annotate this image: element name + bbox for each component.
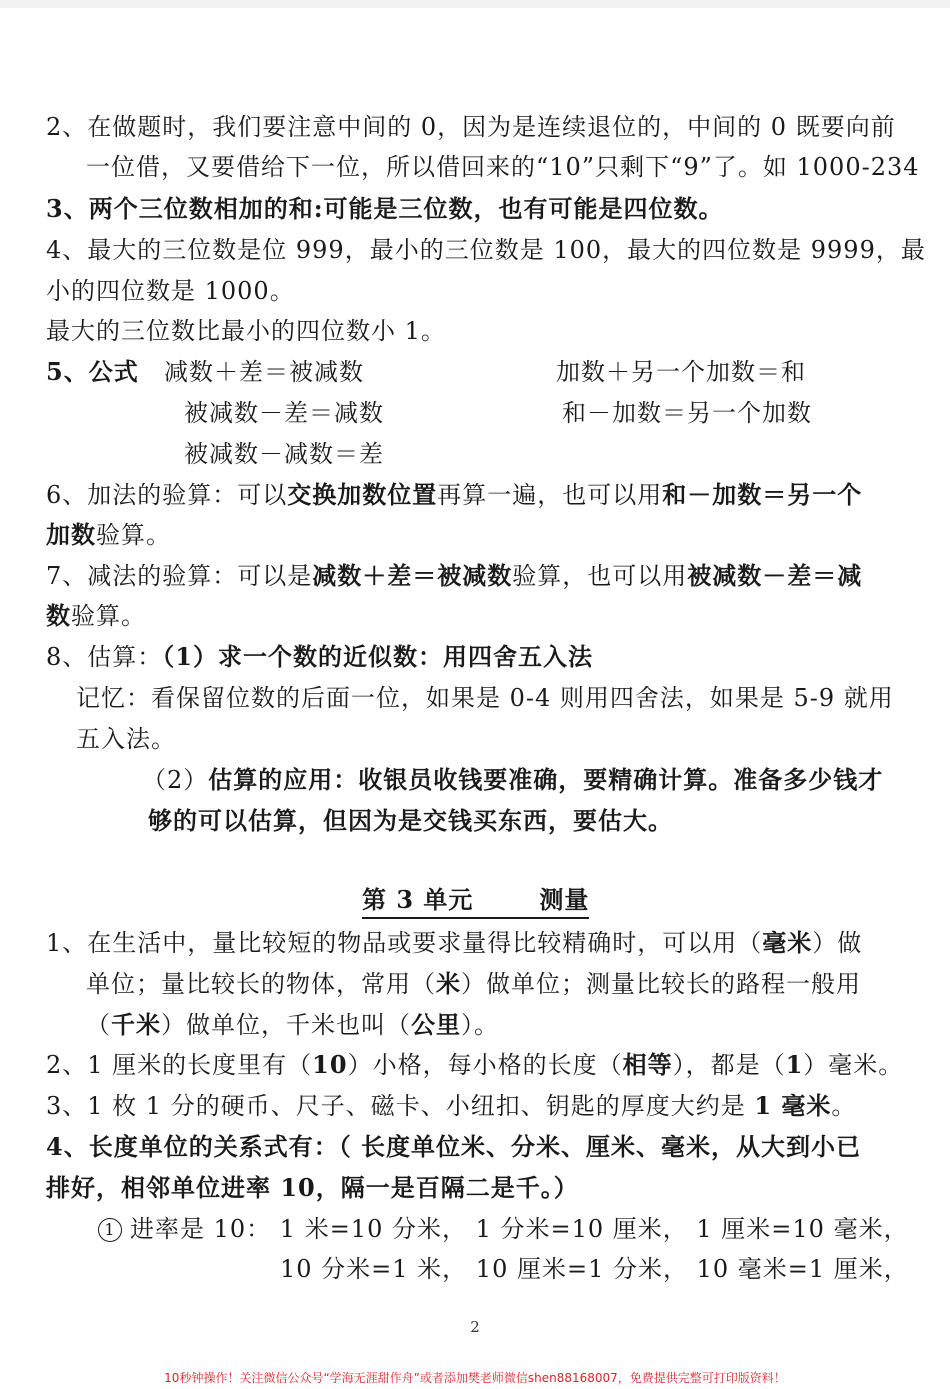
text: ）做	[812, 929, 863, 957]
measure-4-line-1: 4、长度单位的关系式有：（ 长度单位米、分米、厘米、毫米，从大到小已	[46, 1132, 862, 1161]
item-4-line-3: 最大的三位数比最小的四位数小 1。	[46, 317, 446, 345]
text-bold: 公里	[411, 1010, 461, 1039]
text: 3、1 枚 1 分的硬币、尺子、磁卡、小纽扣、钥匙的厚度大约是	[46, 1092, 755, 1120]
circled-number: 1	[98, 1218, 122, 1242]
text-bold: 1 毫米	[754, 1091, 832, 1120]
text: ）做单位，千米也叫（	[161, 1011, 411, 1039]
text: ）。	[461, 1011, 499, 1039]
text-bold: 和－加数＝另一个	[662, 480, 863, 509]
text: 6、加法的验算：可以	[46, 481, 288, 509]
formula-1: 减数＋差＝被减数	[164, 358, 364, 386]
text: 进率是 10： 1 米=10 分米， 1 分米=10 厘米， 1 厘米=10 毫米，	[130, 1215, 909, 1243]
item-2-line-1: 2、在做题时，我们要注意中间的 0，因为是连续退位的，中间的 0 既要向前	[46, 113, 896, 141]
item-8-memo-2: 五入法。	[76, 725, 176, 753]
formula-2: 加数＋另一个加数＝和	[556, 358, 806, 386]
item-5-label: 5、公式	[46, 357, 139, 386]
unit-title: 第 3 单元	[362, 885, 474, 914]
text: 验算。	[96, 521, 171, 549]
text-bold: 千米	[111, 1010, 161, 1039]
text: 验算。	[71, 602, 146, 630]
text: ）毫米。	[803, 1051, 904, 1079]
formula-3: 被减数－差＝减数	[184, 399, 384, 427]
conversion-line-2: 10 分米=1 米， 10 厘米=1 分米， 10 毫米=1 厘米，	[280, 1255, 909, 1283]
top-edge	[0, 0, 950, 8]
item-2-line-2: 一位借，又要借给下一位，所以借回来的“10”只剩下“9”了。如 1000-234	[86, 153, 920, 181]
formula-5: 被减数－减数＝差	[184, 440, 384, 468]
text-bold: 减数＋差＝被减数	[312, 561, 513, 590]
item-4-line-1: 4、最大的三位数是位 999，最小的三位数是 100，最大的四位数是 9999，最	[46, 236, 926, 264]
text-bold: 毫米	[762, 928, 813, 957]
text: ）做单位；测量比较长的路程一般用	[461, 970, 861, 998]
item-7-line-1	[46, 560, 862, 592]
text: 1、在生活中，量比较短的物品或要求量得比较精确时，可以用（	[46, 929, 763, 957]
item-3: 3、两个三位数相加的和:可能是三位数，也有可能是四位数。	[46, 194, 724, 223]
measure-1-line-1	[46, 927, 862, 959]
text-bold: （1）求一个数的近似数：用四舍五入法	[162, 642, 593, 671]
item-8-part-2-line-2: 够的可以估算，但因为是交钱买东西，要估大。	[148, 806, 673, 835]
measure-1-line-2	[86, 968, 861, 1000]
text: 2、1 厘米的长度里有（	[46, 1051, 313, 1079]
text: ），都是（	[672, 1051, 786, 1079]
text: 。	[831, 1092, 857, 1120]
item-7-line-2	[46, 600, 146, 632]
item-6-line-1	[46, 479, 862, 511]
unit-heading	[362, 884, 589, 919]
measure-4-line-2: 排好，相邻单位进率 10，隔一是百隔二是千。）	[46, 1173, 579, 1202]
text: ）小格，每小格的长度（	[347, 1051, 623, 1079]
text-bold: 10	[312, 1050, 348, 1079]
text: 7、减法的验算：可以是	[46, 562, 313, 590]
text: 再算一遍，也可以用	[437, 481, 663, 509]
item-8-memo-1: 记忆：看保留位数的后面一位，如果是 0-4 则用四舍法，如果是 5-9 就用	[76, 684, 894, 712]
text-bold: 1	[785, 1050, 804, 1079]
text: 8、估算：	[46, 643, 163, 671]
text: （	[86, 1011, 111, 1039]
text: 验算，也可以用	[512, 562, 688, 590]
text-bold: 交换加数位置	[287, 480, 438, 509]
item-6-line-2	[46, 519, 171, 551]
conversion-line-1	[98, 1213, 909, 1245]
text-bold: 加数	[46, 520, 96, 549]
text-bold: 估算的应用：收银员收钱要准确，要精确计算。准备多少钱才	[208, 765, 884, 794]
formula-4: 和－加数＝另一个加数	[562, 399, 812, 427]
footer-note: 10秒钟操作！关注微信公众号“学海无涯甜作舟”或者添加樊老师微信shen88168007，免费提供完整可打印版资料！	[164, 1371, 786, 1385]
text: 单位；量比较长的物体，常用（	[86, 970, 436, 998]
text-bold: 米	[436, 969, 461, 998]
unit-name: 测量	[539, 885, 590, 914]
text-bold: 被减数－差＝减	[687, 561, 863, 590]
page-number: 2	[470, 1318, 480, 1336]
text: （2）	[142, 766, 209, 794]
text-bold: 数	[46, 601, 71, 630]
item-4-line-2: 小的四位数是 1000。	[46, 277, 295, 305]
item-8-part-2-line-1	[142, 764, 883, 796]
text-bold: 相等	[622, 1050, 673, 1079]
measure-3	[46, 1090, 856, 1122]
measure-2	[46, 1049, 903, 1081]
measure-1-line-3	[86, 1009, 499, 1041]
item-8-line-1	[46, 641, 593, 673]
